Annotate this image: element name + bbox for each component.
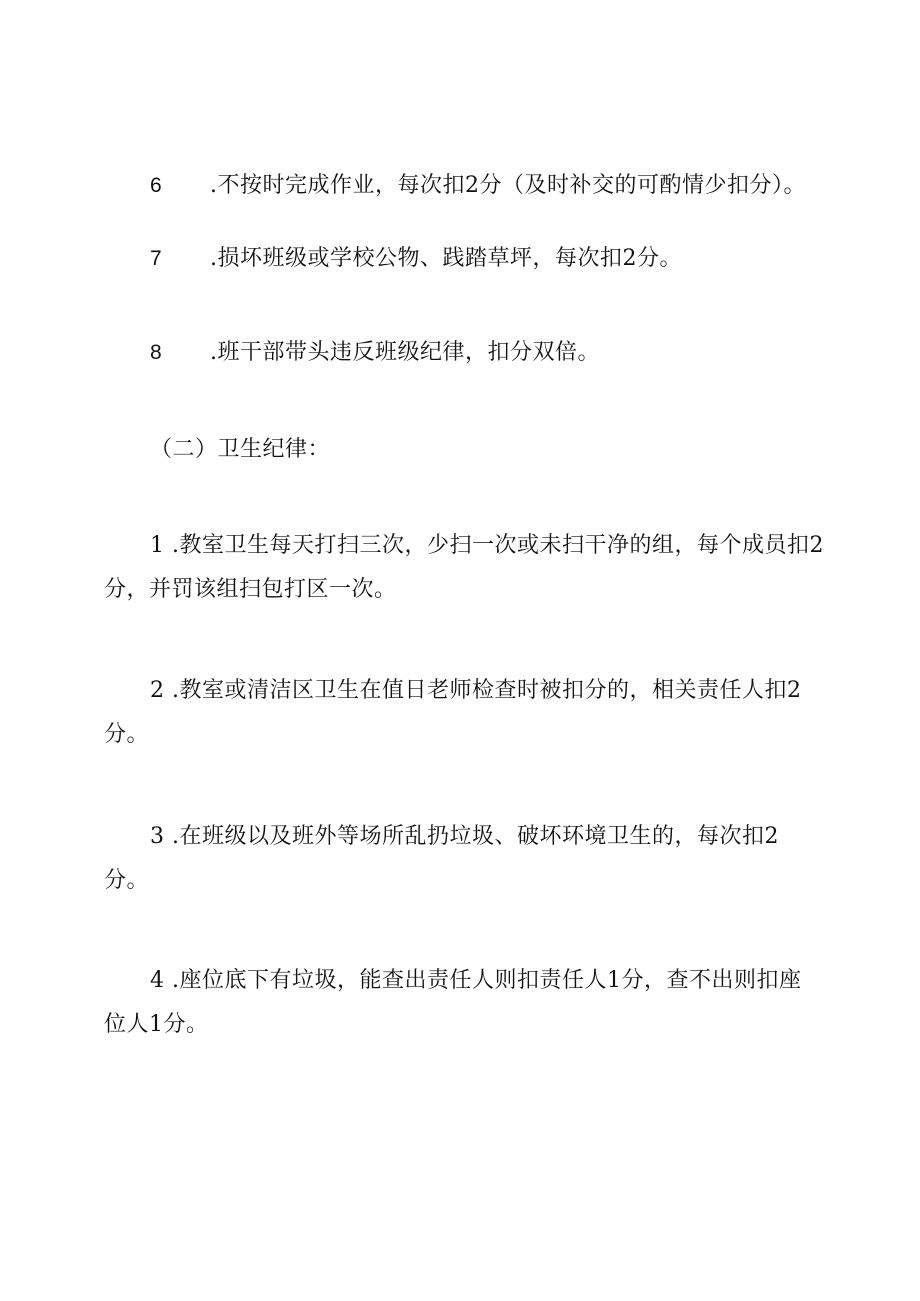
paragraph-line: 分，并罚该组扫包打区一次。 <box>104 577 397 602</box>
list-item-text: .不按时完成作业，每次扣2分（及时补交的可酌情少扣分）。 <box>210 173 806 198</box>
paragraph-item <box>104 959 804 1047</box>
section-heading: （二）卫生纪律： <box>150 437 331 462</box>
list-item-number: 6 <box>150 174 162 197</box>
list-item-number: 7 <box>150 247 162 270</box>
list-item-number: 8 <box>150 341 162 364</box>
paragraph-item <box>104 815 804 903</box>
paragraph-line: 分。 <box>104 868 150 893</box>
list-item-text: .班干部带头违反班级纪律，扣分双倍。 <box>210 340 600 365</box>
paragraph-line: 4 .座位底下有垃圾，能查出责任人则扣责任人1分，查不出则扣座 <box>150 968 802 993</box>
paragraph-line: 2 .教室或清洁区卫生在值日老师检查时被扣分的，相关责任人扣2 <box>150 678 802 703</box>
paragraph-line: 1 .教室卫生每天打扫三次，少扫一次或未扫干净的组，每个成员扣2 <box>150 533 824 558</box>
paragraph-item <box>104 524 824 612</box>
paragraph-line: 位人1分。 <box>104 1012 209 1037</box>
paragraph-item <box>104 669 804 757</box>
paragraph-line: 分。 <box>104 722 150 747</box>
paragraph-line: 3 .在班级以及班外等场所乱扔垃圾、破坏环境卫生的，每次扣2 <box>150 824 779 849</box>
list-item-text: .损坏班级或学校公物、践踏草坪，每次扣2分。 <box>210 246 682 271</box>
